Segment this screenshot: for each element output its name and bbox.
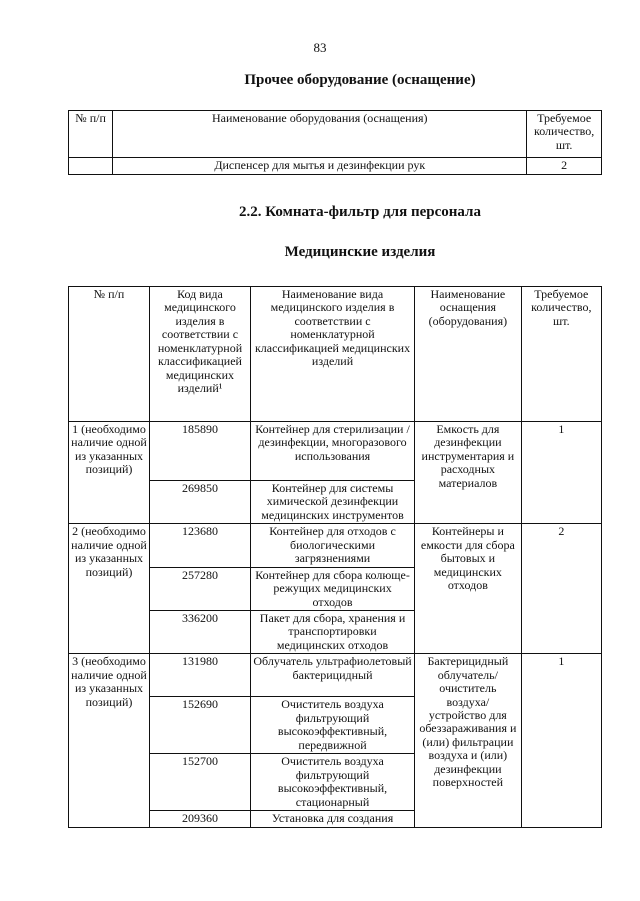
group-quantity: 1 (521, 422, 601, 524)
group-quantity: 2 (521, 524, 601, 654)
header-device-name: Наименование вида медицинского изделия в соответствии с номенклатурной классификацией медицинских изделий (250, 287, 414, 422)
group-equipment: Емкость для дезинфекции инструментария и расходных материалов (415, 422, 522, 524)
group-num: 1 (необходимо наличие одной из указанных позиций) (69, 422, 150, 524)
item-code: 131980 (150, 654, 251, 697)
group-equipment: Бактерицидный облучатель/ очиститель воздуха/ устройство для обеззараживания и (или) фильтрации воздуха и (или) дезинфекции поверхностей (415, 654, 522, 828)
table-header-row (69, 287, 602, 422)
item-name: Контейнер для стерилизации /дезинфекции, многоразового использования (250, 422, 414, 481)
row-equipment-name: Диспенсер для мытья и дезинфекции рук (113, 158, 527, 175)
item-name: Контейнер для отходов с биологическими загрязнениями (250, 524, 414, 567)
group-equipment: Контейнеры и емкости для сбора бытовых и медицинских отходов (415, 524, 522, 654)
row-quantity: 2 (527, 158, 602, 175)
item-code: 269850 (150, 481, 251, 524)
table-row (69, 422, 602, 481)
header-equipment: Наименование оснащения (оборудования) (415, 287, 522, 422)
section-title-medical-devices: Медицинские изделия (284, 244, 436, 260)
item-name: Контейнер для системы химической дезинфекции медицинских инструментов (250, 481, 414, 524)
item-name: Пакет для сбора, хранения и транспортировки медицинских отходов (250, 610, 414, 653)
group-quantity: 1 (521, 654, 601, 828)
item-code: 257280 (150, 567, 251, 610)
item-name: Очиститель воздуха фильтрующий высокоэффективный, передвижной (250, 697, 414, 754)
item-code: 152700 (150, 754, 251, 811)
header-code: Код вида медицинского изделия в соответствии с номенклатурной классификацией медицинских изделий¹ (150, 287, 251, 422)
other-equipment-table (68, 110, 602, 175)
item-name: Установка для создания (250, 811, 414, 828)
item-name: Очиститель воздуха фильтрующий высокоэффективный, стационарный (250, 754, 414, 811)
item-code: 185890 (150, 422, 251, 481)
table-row (69, 158, 602, 175)
medical-devices-table (68, 286, 602, 828)
header-num: № п/п (69, 287, 150, 422)
group-num: 2 (необходимо наличие одной из указанных позиций) (69, 524, 150, 654)
group-num: 3 (необходимо наличие одной из указанных позиций) (69, 654, 150, 828)
table-header-row (69, 111, 602, 158)
table-row (69, 524, 602, 567)
item-code: 336200 (150, 610, 251, 653)
item-code: 209360 (150, 811, 251, 828)
header-equipment-name: Наименование оборудования (оснащения) (113, 111, 527, 158)
header-quantity: Требуемое количество, шт. (521, 287, 601, 422)
item-name: Контейнер для сбора колюще-режущих медицинских отходов (250, 567, 414, 610)
item-code: 123680 (150, 524, 251, 567)
row-num (69, 158, 113, 175)
item-name: Облучатель ультрафиолетовый бактерицидный (250, 654, 414, 697)
header-quantity: Требуемое количество, шт. (527, 111, 602, 158)
item-code: 152690 (150, 697, 251, 754)
table-row (69, 654, 602, 697)
header-num: № п/п (69, 111, 113, 158)
page-number: 83 (313, 40, 327, 55)
section-title-other-equipment: Прочее оборудование (оснащение) (244, 72, 476, 88)
section-title-filter-room: 2.2. Комната-фильтр для персонала (239, 204, 481, 220)
